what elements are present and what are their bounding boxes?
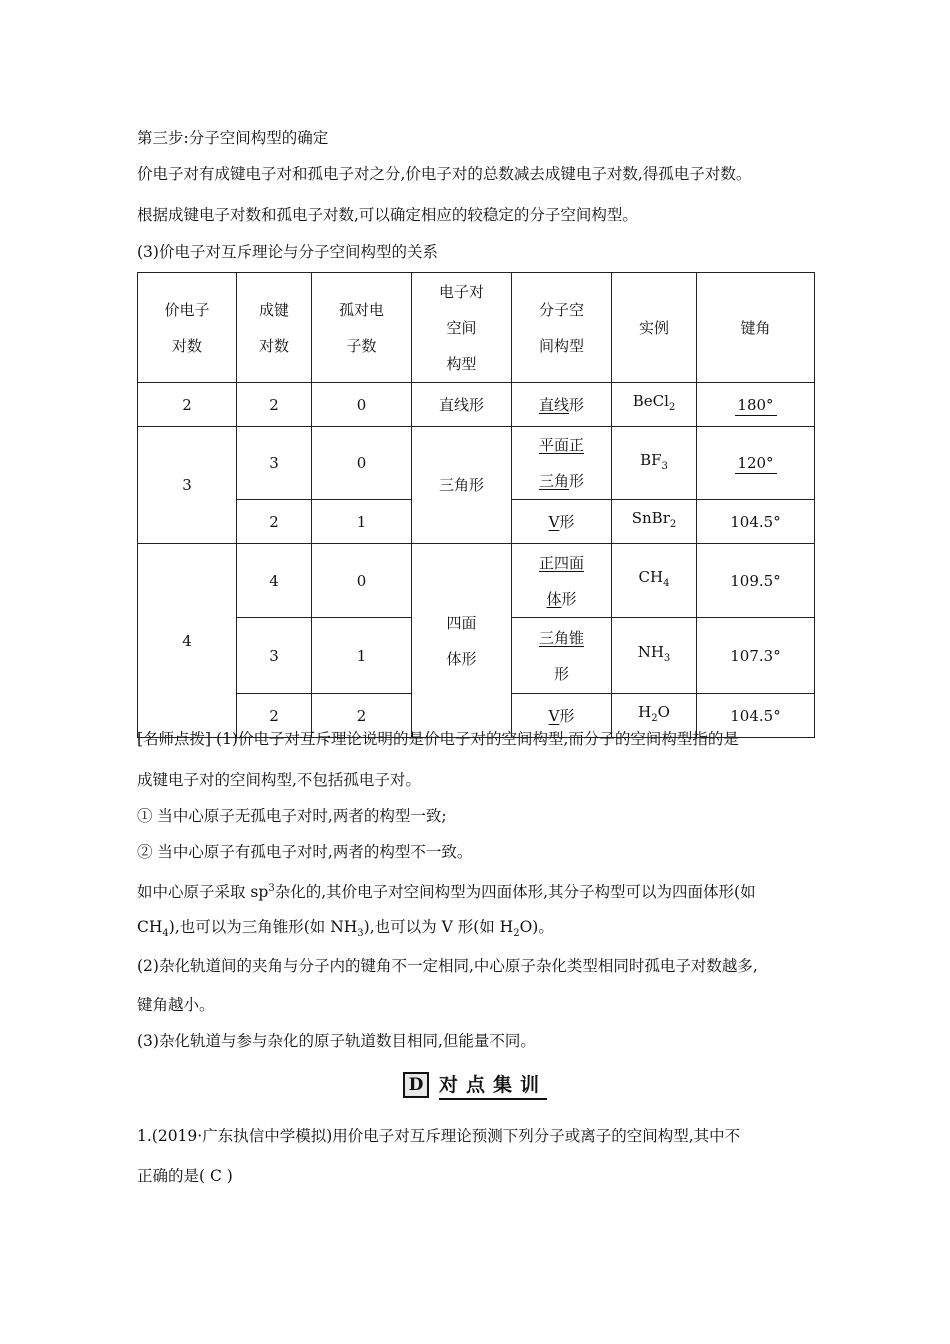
- tip-3: (3)杂化轨道与参与杂化的原子轨道数目相同,但能量不同。: [137, 1032, 536, 1050]
- teacher-tip: 成键电子对的空间构型,不包括孤电子对。: [137, 771, 421, 789]
- table-cell: 3: [237, 618, 312, 694]
- table-cell: 4: [138, 544, 237, 738]
- sp3-example: 如中心原子采取 $sp^3$杂化的,其价电子对空间构型为四面体形,其分子构型可以为四面体形(如: [137, 883, 756, 902]
- table-cell: 3: [237, 427, 312, 500]
- d-letter-icon: D: [403, 1072, 429, 1098]
- header-cell: 价电子 对数: [138, 273, 237, 383]
- paragraph: 价电子对有成键电子对和孤电子对之分,价电子对的总数减去成键电子对数,得孤电子对数。: [137, 165, 752, 183]
- vsepr-table: [137, 272, 815, 738]
- table-cell: 0: [312, 544, 412, 618]
- table-cell: 109.5°: [697, 544, 815, 618]
- header-cell: 成键 对数: [237, 273, 312, 383]
- header-cell: 分子空 间构型: [512, 273, 612, 383]
- table-cell: V形: [512, 694, 612, 738]
- table-cell: 2: [237, 500, 312, 544]
- table-cell: 直线形: [412, 383, 512, 427]
- header-cell: 键角: [697, 273, 815, 383]
- table-cell: 1: [312, 500, 412, 544]
- table-cell: 3: [138, 427, 237, 544]
- table-cell: 4: [237, 544, 312, 618]
- paragraph: 根据成键电子对数和孤电子对数,可以确定相应的较稳定的分子空间构型。: [137, 206, 638, 224]
- table-cell: 2: [237, 694, 312, 738]
- table-cell: 1: [312, 618, 412, 694]
- table-cell: 2: [312, 694, 412, 738]
- section-title: 对点集训: [439, 1070, 547, 1100]
- header-cell: 孤对电 子数: [312, 273, 412, 383]
- tip-case: ① 当中心原子无孤电子对时,两者的构型一致;: [137, 807, 447, 825]
- table-cell: 107.3°: [697, 618, 815, 694]
- table-cell: 2: [138, 383, 237, 427]
- step3-title: 第三步:分子空间构型的确定: [137, 129, 329, 147]
- tip-case: ② 当中心原子有孤电子对时,两者的构型不一致。: [137, 843, 473, 861]
- table-cell: 正四面 体形: [512, 544, 612, 618]
- table-cell: 平面正 三角形: [512, 427, 612, 500]
- teacher-tip: [名师点拨] (1)价电子对互斥理论说明的是价电子对的空间构型,而分子的空间构型指的是: [137, 730, 739, 748]
- table-cell: 180°: [697, 383, 815, 427]
- table-cell: 104.5°: [697, 694, 815, 738]
- table-cell: 120°: [697, 427, 815, 500]
- table-cell: $CH_4$: [612, 544, 697, 618]
- table-cell: 直线形: [512, 383, 612, 427]
- table-title: (3)价电子对互斥理论与分子空间构型的关系: [137, 243, 438, 261]
- table-cell: 104.5°: [697, 500, 815, 544]
- table-cell: SnBr$_2$: [612, 500, 697, 544]
- table-cell: 0: [312, 427, 412, 500]
- question-1: 1.(2019·广东执信中学模拟)用价电子对互斥理论预测下列分子或离子的空间构型,其中不: [137, 1127, 741, 1145]
- table-cell: 2: [237, 383, 312, 427]
- table-header-row: [138, 273, 815, 383]
- table-row: [138, 427, 815, 500]
- table-cell: $H_2O$: [612, 694, 697, 738]
- sp3-example: $CH_4$),也可以为三角锥形(如 $NH_3$),也可以为 V 形(如 $H_2O$)。: [137, 918, 554, 940]
- header-cell: 电子对 空间 构型: [412, 273, 512, 383]
- question-1: 正确的是( C ): [137, 1167, 233, 1185]
- table-row: [138, 383, 815, 427]
- table-cell: 四面 体形: [412, 544, 512, 738]
- section-badge: [403, 1070, 547, 1100]
- table-cell: BeCl$_2$: [612, 383, 697, 427]
- table-cell: $NH_3$: [612, 618, 697, 694]
- tip-2: 键角越小。: [137, 996, 215, 1014]
- table-cell: 0: [312, 383, 412, 427]
- table-cell: 三角形: [412, 427, 512, 544]
- table-cell: 三角锥 形: [512, 618, 612, 694]
- tip-2: (2)杂化轨道间的夹角与分子内的键角不一定相同,中心原子杂化类型相同时孤电子对数越多,: [137, 957, 758, 975]
- table-row: [138, 544, 815, 618]
- section-header: [0, 1070, 950, 1100]
- table-cell: $BF_3$: [612, 427, 697, 500]
- header-cell: 实例: [612, 273, 697, 383]
- table-cell: V形: [512, 500, 612, 544]
